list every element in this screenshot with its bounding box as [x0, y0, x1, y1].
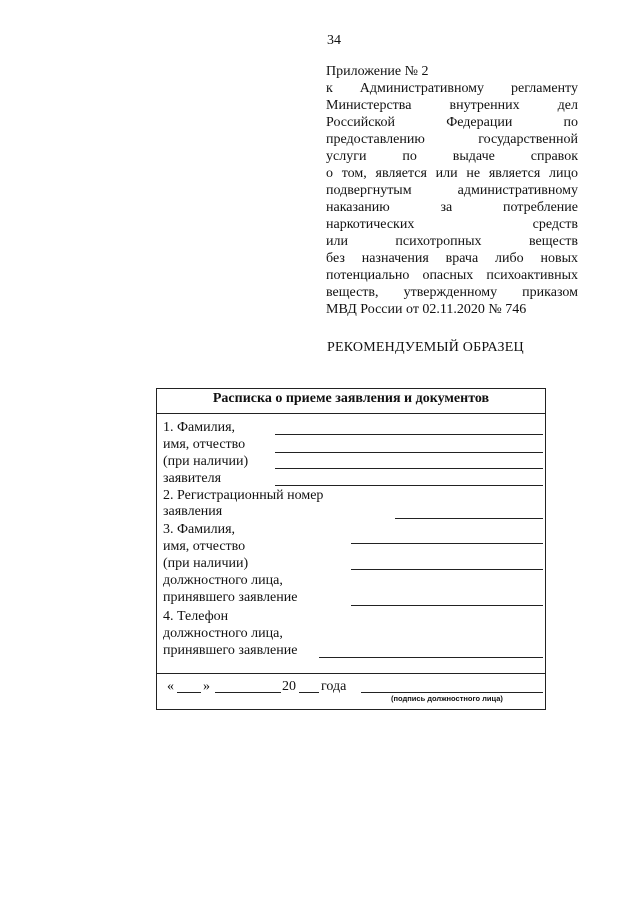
date-year-prefix: 20: [282, 679, 296, 694]
official-name-blank[interactable]: [351, 543, 543, 544]
appendix-line: предоставлению государственной: [326, 132, 578, 147]
official-name-blank[interactable]: [351, 569, 543, 570]
recommended-sample-label: РЕКОМЕНДУЕМЫЙ ОБРАЗЕЦ: [327, 340, 524, 355]
appendix-line: Приложение № 2: [326, 64, 429, 79]
appendix-line: наказанию за потребление: [326, 200, 578, 215]
appendix-line: без назначения врача либо новых: [326, 251, 578, 266]
appendix-line: о том, является или не является лицо: [326, 166, 578, 181]
appendix-line: услуги по выдаче справок: [326, 149, 578, 164]
appendix-line: к Административному регламенту: [326, 81, 578, 96]
appendix-line: Министерства внутренних дел: [326, 98, 578, 113]
appendix-header: [326, 63, 578, 318]
signature-blank[interactable]: [361, 692, 543, 693]
field3-label-line: должностного лица,: [163, 573, 283, 588]
field1-label-line: имя, отчество: [163, 437, 246, 452]
date-year-blank[interactable]: [299, 692, 319, 693]
field4-label-line: 4. Телефон: [163, 609, 229, 624]
field3-label-line: 3. Фамилия,: [163, 522, 236, 537]
appendix-line: или психотропных веществ: [326, 234, 578, 249]
field1-label-line: заявителя: [163, 471, 222, 486]
applicant-name-blank[interactable]: [275, 434, 543, 435]
form-divider: [157, 673, 545, 674]
official-name-blank[interactable]: [351, 605, 543, 606]
appendix-line: Российской Федерации по: [326, 115, 578, 130]
registration-number-blank[interactable]: [395, 518, 543, 519]
applicant-name-blank[interactable]: [275, 468, 543, 469]
applicant-name-blank[interactable]: [275, 485, 543, 486]
date-open-quote: «: [167, 679, 174, 694]
date-year-suffix: года: [321, 679, 347, 694]
signature-caption: (подпись должностного лица): [391, 694, 503, 703]
appendix-line: подвергнутым административному: [326, 183, 578, 198]
appendix-line: веществ, утвержденному приказом: [326, 285, 578, 300]
appendix-line: МВД России от 02.11.2020 № 746: [326, 302, 527, 317]
receipt-title: Расписка о приеме заявления и документов: [157, 389, 545, 414]
field1-label-line: 1. Фамилия,: [163, 420, 236, 435]
page-number: 34: [327, 33, 341, 48]
field2-label-line: 2. Регистрационный номер: [163, 488, 324, 503]
date-day-blank[interactable]: [177, 692, 201, 693]
official-phone-blank[interactable]: [319, 657, 543, 658]
field3-label-line: имя, отчество: [163, 539, 246, 554]
field2-label-line: заявления: [163, 504, 223, 519]
applicant-name-blank[interactable]: [275, 452, 543, 453]
date-close-quote: »: [203, 679, 210, 694]
field4-label-line: принявшего заявление: [163, 643, 298, 658]
field1-label-line: (при наличии): [163, 454, 249, 469]
field3-label-line: принявшего заявление: [163, 590, 298, 605]
field3-label-line: (при наличии): [163, 556, 249, 571]
receipt-form: [156, 388, 546, 710]
date-month-blank[interactable]: [215, 692, 281, 693]
field4-label-line: должностного лица,: [163, 626, 283, 641]
appendix-line: потенциально опасных психоактивных: [326, 268, 578, 283]
appendix-line: наркотических средств: [326, 217, 578, 232]
